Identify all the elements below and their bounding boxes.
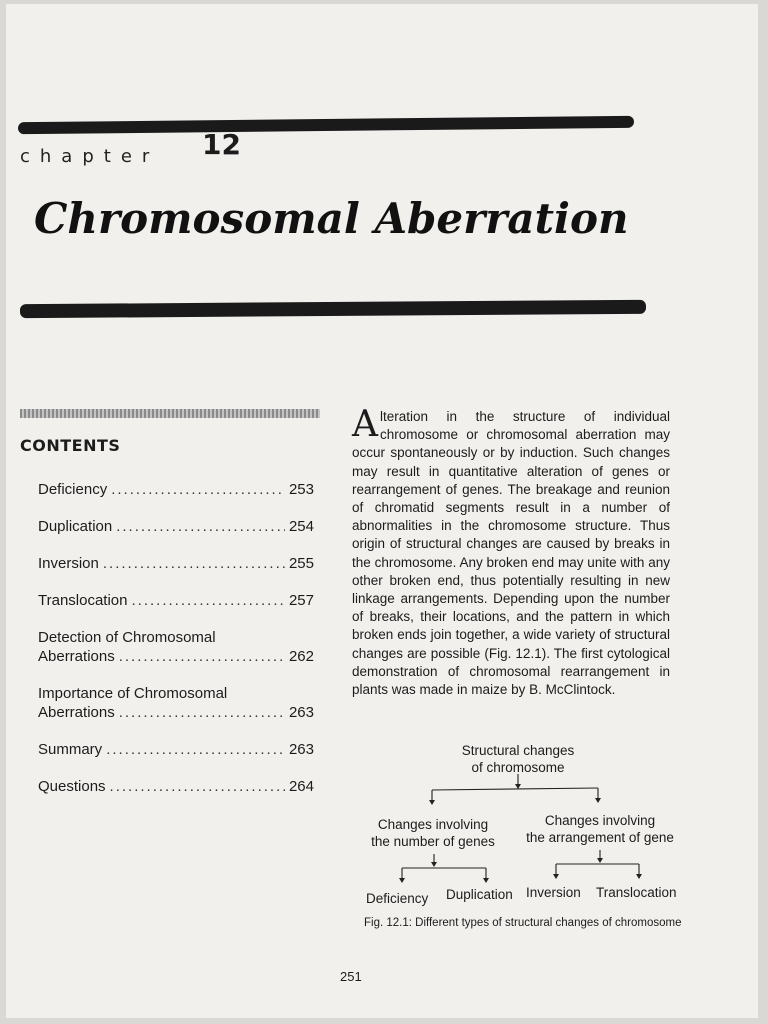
arrow-head-icon <box>399 878 405 883</box>
drop-cap: A <box>352 404 378 445</box>
arrow-head-icon <box>595 798 601 803</box>
toc-leader-dots <box>119 647 285 666</box>
chapter-label: chapter <box>20 146 160 167</box>
toc-leader-dots <box>103 554 285 573</box>
toc-entry <box>38 740 314 759</box>
toc-entry-title: Duplication <box>38 518 113 535</box>
intro-paragraph <box>352 404 670 699</box>
toc-entry <box>38 684 314 722</box>
toc-entry-title: Deficiency <box>38 481 108 498</box>
diagram-node-right-line1: Changes involving <box>544 813 656 828</box>
toc-leader-dots <box>116 517 285 536</box>
toc-entry-page: 264 <box>288 778 314 795</box>
toc-entry <box>38 628 314 666</box>
arrow-head-icon <box>515 784 521 789</box>
figure-caption: Fig. 12.1: Different types of structural changes of chromosome <box>364 917 682 929</box>
arrow-head-icon <box>553 874 559 879</box>
header-band-bottom <box>20 300 646 318</box>
toc-entry-title: Inversion <box>38 555 99 572</box>
toc-entry-page: 257 <box>288 592 314 609</box>
toc-leader-dots <box>106 740 285 759</box>
toc-entry-title: Summary <box>38 741 103 758</box>
toc-entry <box>38 480 314 499</box>
toc-entry-title: Questions <box>38 778 106 795</box>
diagram-node-root-line2: of chromosome <box>471 760 565 775</box>
toc-entry-title: Aberrations <box>38 648 115 665</box>
diagram-leaf-duplication: Duplication <box>446 887 513 902</box>
toc-entry-page: 263 <box>288 741 314 758</box>
toc-entry-title: Aberrations <box>38 704 115 721</box>
toc-entry <box>38 591 314 610</box>
connector-line <box>432 788 598 790</box>
diagram-node-number-of-genes <box>360 816 506 850</box>
diagram-node-root <box>460 742 576 776</box>
diagram-leaf-translocation: Translocation <box>596 885 677 900</box>
toc-entry-page: 263 <box>288 704 314 721</box>
toc-entry-page: 262 <box>288 648 314 665</box>
toc-entry <box>38 517 314 536</box>
diagram-node-root-line1: Structural changes <box>461 743 575 758</box>
toc-leader-dots <box>119 703 285 722</box>
contents-divider <box>20 409 320 418</box>
chapter-number: 12 <box>202 128 241 161</box>
toc-leader-dots <box>132 591 285 610</box>
arrow-head-icon <box>597 858 603 863</box>
toc-entry-page: 255 <box>288 555 314 572</box>
toc-entry <box>38 777 314 796</box>
toc-entry-page: 253 <box>288 481 314 498</box>
toc-entry-title-line1: Detection of Chromosomal <box>38 629 216 646</box>
contents-heading: CONTENTS <box>20 436 121 455</box>
arrow-head-icon <box>483 878 489 883</box>
arrow-head-icon <box>636 874 642 879</box>
diagram-node-left-line2: the number of genes <box>371 834 495 849</box>
diagram-node-left-line1: Changes involving <box>377 817 489 832</box>
chapter-title: Chromosomal Aberration <box>34 194 629 243</box>
diagram-node-right-line2: the arrangement of gene <box>526 830 674 845</box>
diagram-leaf-deficiency: Deficiency <box>366 891 429 906</box>
arrow-head-icon <box>431 862 437 867</box>
toc-entry-title: Translocation <box>38 592 128 609</box>
toc-entry-title-line1: Importance of Chromosomal <box>38 685 228 702</box>
arrow-head-icon <box>429 800 435 805</box>
diagram-leaf-inversion: Inversion <box>526 885 581 900</box>
toc-entry-page: 254 <box>288 518 314 535</box>
header-band-top <box>18 116 634 134</box>
book-page <box>6 4 758 1018</box>
diagram-node-arrangement-of-gene <box>520 812 680 846</box>
toc-leader-dots <box>111 480 285 499</box>
toc-leader-dots <box>110 777 285 796</box>
toc-entry <box>38 554 314 573</box>
page-number: 251 <box>340 969 362 984</box>
intro-text: lteration in the structure of individual chromosome or chromosomal aberration may occur spontaneously or by induction. Such changes may result in quantitative alteration of genes or rearrangement of genes. The breakage and reunion of chromatid segments result in a number of abnormalities in the chromosome structure. Thus origin of structural changes are caused by breaks in the chromosome. Any broken end may unite with any other broken end, thus potentially resulting in new linkage arrangements. Depending upon the number of breaks, their locations, and the pattern in which broken ends join together, a wide variety of structural changes are possible (Fig. 12.1). The first cytological demonstration of chromosomal rearrangement in plants was made in maize by B. McClintock. <box>352 409 670 698</box>
